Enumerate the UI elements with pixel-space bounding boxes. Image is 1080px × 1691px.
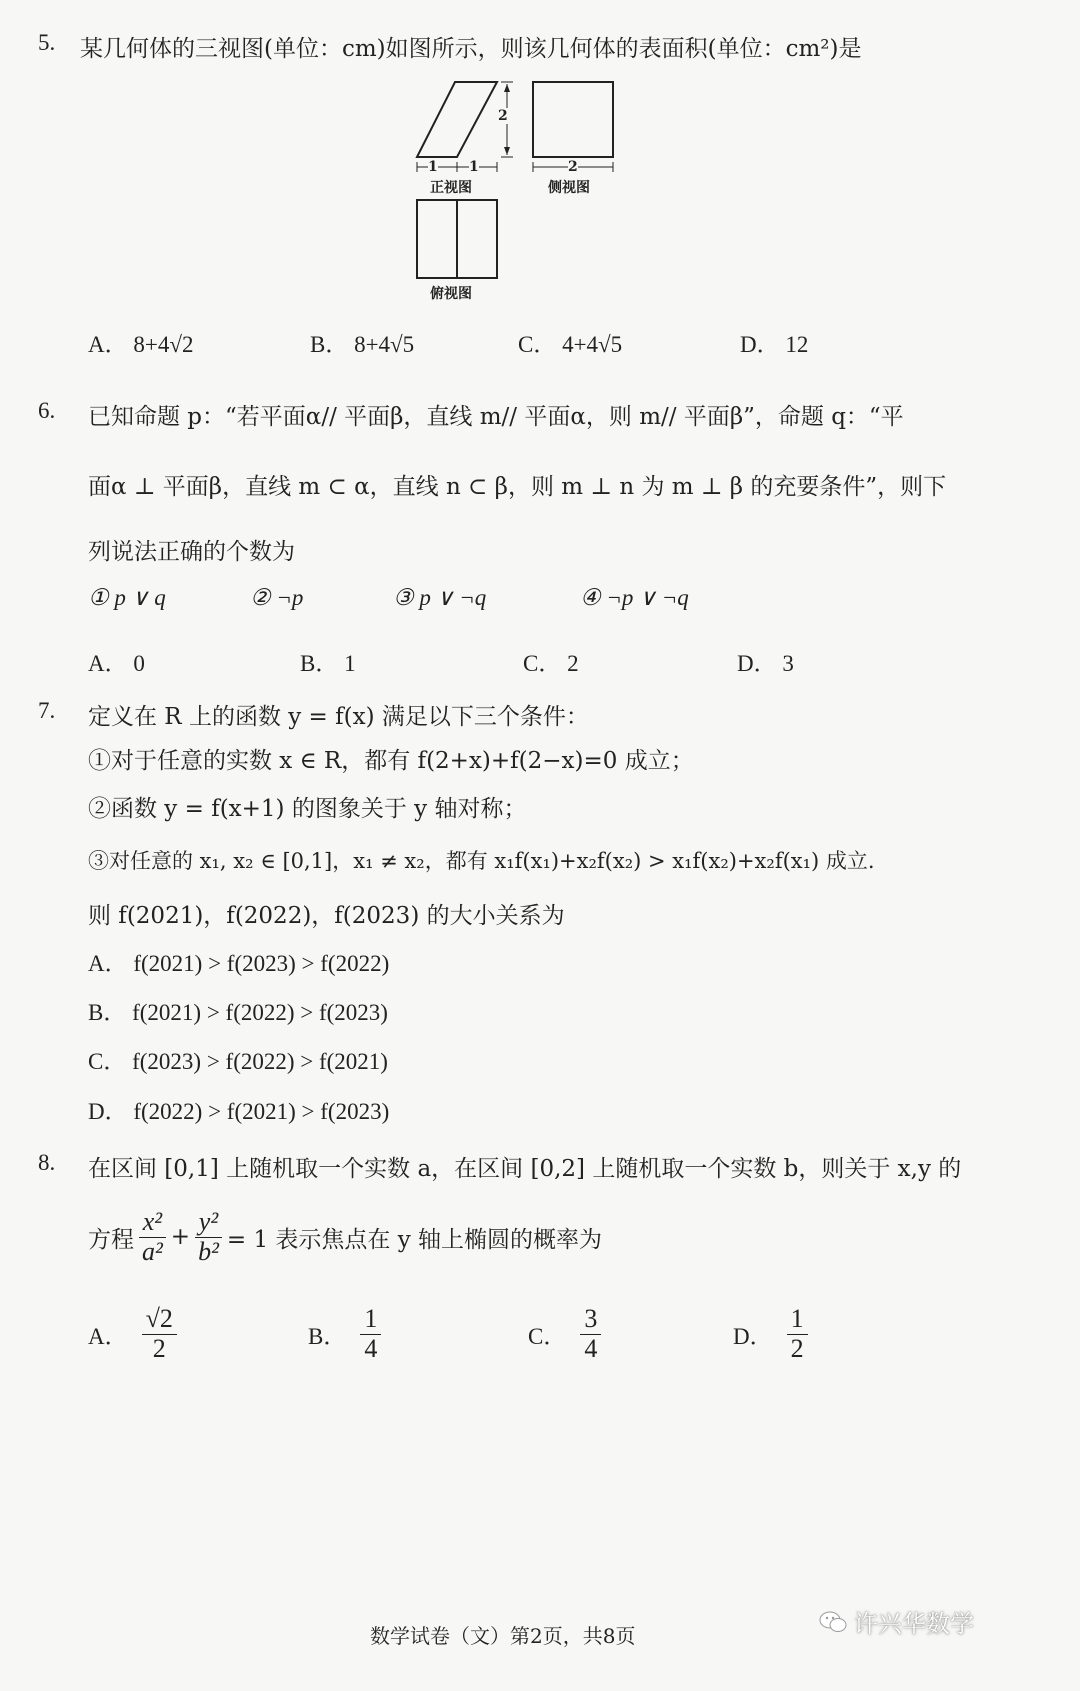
q5-option-b[interactable]: B． 8+4√5 xyxy=(310,332,415,357)
dim-base-1: 1 xyxy=(428,159,438,175)
q6-option-b[interactable]: B． 1 xyxy=(300,651,356,676)
q8-option-a[interactable] xyxy=(88,1305,177,1363)
q8-line2 xyxy=(88,1208,602,1266)
wechat-icon xyxy=(818,1609,848,1635)
watermark xyxy=(818,1604,974,1639)
q7-option-d[interactable]: D． f(2022) > f(2021) > f(2023) xyxy=(88,1099,390,1124)
q7-number: 7. xyxy=(38,698,56,723)
q5-option-a[interactable]: A． 8+4√2 xyxy=(88,332,194,357)
front-view-label: 正视图 xyxy=(430,180,472,196)
q6-option-c[interactable]: C． 2 xyxy=(523,651,579,676)
q8-number: 8. xyxy=(38,1150,56,1175)
dim-height: 2 xyxy=(498,108,508,124)
q8-eq-y-num: y² xyxy=(195,1208,222,1238)
q8-line1: 在区间 [0,1] 上随机取一个实数 a，在区间 [0,2] 上随机取一个实数 b，则关于 x,y 的 xyxy=(88,1156,962,1182)
q6-statement-2: ② ¬p xyxy=(250,585,304,610)
q8-eq-x-num: x² xyxy=(139,1208,166,1238)
q6-option-a[interactable]: A． 0 xyxy=(88,651,145,676)
q8-eq-x-den: a² xyxy=(142,1236,163,1266)
side-view-shape xyxy=(533,82,613,157)
q6-line3: 列说法正确的个数为 xyxy=(88,539,295,565)
q8-option-d-label: D． xyxy=(733,1323,773,1349)
q8-line2-suffix: = 1 表示焦点在 y 轴上椭圆的概率为 xyxy=(226,1226,603,1253)
q7-condition-3: ③对任意的 x₁, x₂ ∈ [0,1]，x₁ ≠ x₂，都有 x₁f(x₁)+x₂f(x₂) > x₁f(x₂)+x₂f(x₁) 成立. xyxy=(88,849,875,873)
q8-option-c[interactable] xyxy=(528,1305,601,1363)
q5-option-c[interactable]: C． 4+4√5 xyxy=(518,332,623,357)
q7-condition-2: ②函数 y = f(x+1) 的图象关于 y 轴对称； xyxy=(88,796,527,822)
watermark-text: 许兴华数学 xyxy=(854,1610,974,1638)
q8-eq-y-fraction xyxy=(194,1208,223,1266)
q6-option-d[interactable]: D． 3 xyxy=(737,651,794,676)
q7-question: 则 f(2021)，f(2022)，f(2023) 的大小关系为 xyxy=(88,903,565,929)
q8-option-b-den: 4 xyxy=(364,1333,378,1363)
dim-side: 2 xyxy=(568,159,578,175)
q8-eq-y-den: b² xyxy=(198,1236,219,1266)
page-footer: 数学试卷（文）第2页，共8页 xyxy=(370,1624,636,1648)
q5-stem: 某几何体的三视图(单位：cm)如图所示，则该几何体的表面积(单位：cm²)是 xyxy=(80,36,862,62)
q8-plus-sign: + xyxy=(170,1224,191,1251)
side-view-label: 侧视图 xyxy=(548,180,590,196)
q5-option-d[interactable]: D． 12 xyxy=(740,332,809,357)
top-view-label: 俯视图 xyxy=(430,286,472,302)
q8-option-b-label: B． xyxy=(308,1323,347,1349)
q8-option-a-den: 2 xyxy=(152,1333,166,1363)
q6-line1: 已知命题 p：“若平面α// 平面β，直线 m// 平面α，则 m// 平面β”，命题 q：“平 xyxy=(88,404,904,430)
q8-option-c-label: C． xyxy=(528,1323,567,1349)
q8-option-b-num: 1 xyxy=(360,1305,381,1335)
dim-base-2: 1 xyxy=(469,159,479,175)
q8-eq-x-fraction xyxy=(138,1208,167,1266)
q5-number: 5. xyxy=(38,30,56,55)
q8-option-d-den: 2 xyxy=(790,1333,804,1363)
q8-option-a-label: A． xyxy=(88,1323,128,1349)
q8-option-d[interactable] xyxy=(733,1305,808,1363)
q6-statement-3: ③ p ∨ ¬q xyxy=(393,585,487,610)
q8-option-c-num: 3 xyxy=(580,1305,601,1335)
q7-condition-1: ①对于任意的实数 x ∈ R，都有 f(2+x)+f(2−x)=0 成立； xyxy=(88,748,694,774)
q7-option-a[interactable]: A． f(2021) > f(2023) > f(2022) xyxy=(88,951,390,976)
front-view-shape xyxy=(417,82,497,157)
q6-statement-4: ④ ¬p ∨ ¬q xyxy=(580,585,689,610)
q8-line2-prefix: 方程 xyxy=(88,1226,134,1253)
q8-option-d-num: 1 xyxy=(787,1305,808,1335)
q7-option-b[interactable]: B． f(2021) > f(2022) > f(2023) xyxy=(88,1000,388,1025)
q6-statement-1: ① p ∨ q xyxy=(88,585,166,610)
q8-option-a-num: √2 xyxy=(142,1305,177,1335)
q8-option-b[interactable] xyxy=(308,1305,381,1363)
q8-option-c-den: 4 xyxy=(584,1333,598,1363)
q6-line2: 面α ⊥ 平面β，直线 m ⊂ α，直线 n ⊂ β，则 m ⊥ n 为 m ⊥ β 的充要条件”，则下 xyxy=(88,474,947,500)
q6-number: 6. xyxy=(38,398,56,423)
q7-option-c[interactable]: C． f(2023) > f(2022) > f(2021) xyxy=(88,1049,388,1074)
q7-line1: 定义在 R 上的函数 y = f(x) 满足以下三个条件： xyxy=(88,704,589,730)
